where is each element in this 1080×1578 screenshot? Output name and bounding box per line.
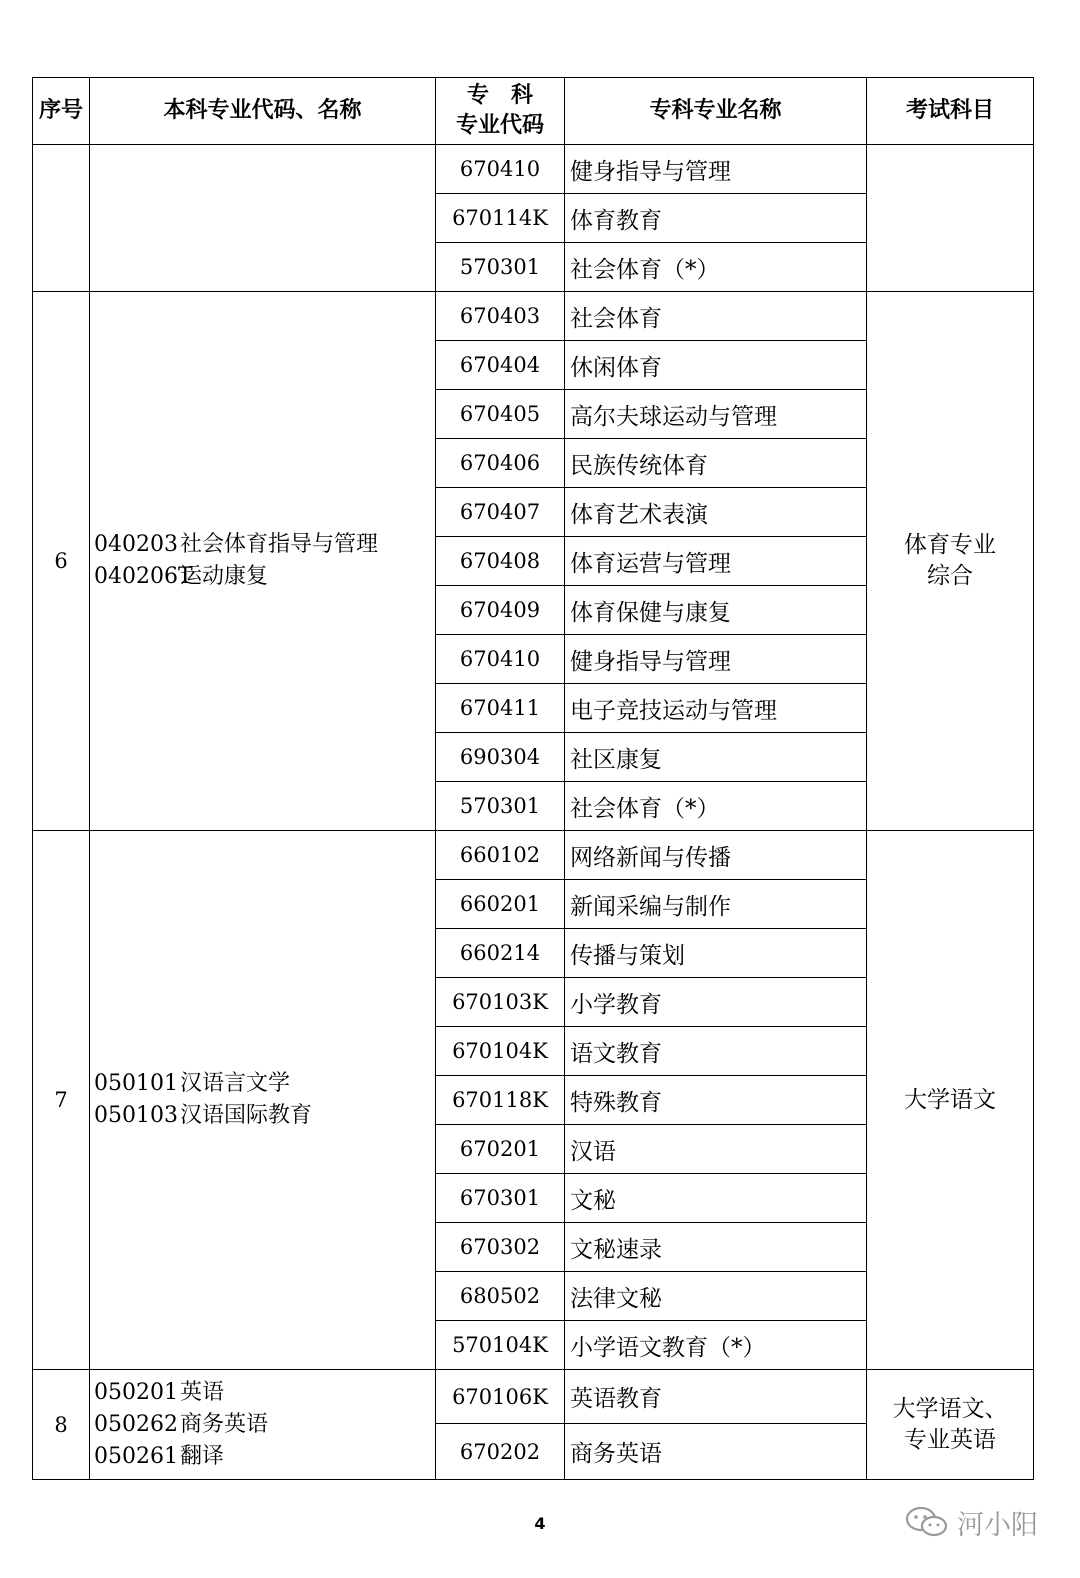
zhuanke-name-cell: 体育保健与康复: [565, 586, 867, 635]
zhuanke-code-cell: 670404: [436, 341, 565, 390]
zhuanke-code-cell: 670302: [436, 1223, 565, 1272]
zhuanke-code-cell: 670106K: [436, 1370, 565, 1424]
exam-subject-line: 专业英语: [904, 1426, 996, 1453]
table-body: [33, 145, 1034, 1480]
benke-major-name: 运动康复: [180, 564, 269, 589]
zhuanke-name-cell: 社会体育: [565, 292, 867, 341]
zhuanke-code-cell: 680502: [436, 1272, 565, 1321]
zhuanke-name-cell: 小学教育: [565, 978, 867, 1027]
zhuanke-code-cell: 670411: [436, 684, 565, 733]
zhuanke-name-cell: 社会体育（*）: [565, 782, 867, 831]
benke-major-name: 英语: [180, 1379, 225, 1405]
seq-cell: 6: [33, 292, 90, 831]
exam-subject-cell: [867, 1370, 1034, 1480]
table-row: [33, 831, 1034, 880]
zhuanke-name-cell: 社会体育（*）: [565, 243, 867, 292]
zhuanke-code-cell: 690304: [436, 733, 565, 782]
zhuanke-name-cell: 法律文秘: [565, 1272, 867, 1321]
benke-major-name: 商务英语: [180, 1411, 269, 1437]
zhuanke-code-cell: 670408: [436, 537, 565, 586]
benke-major-code: 040203: [94, 532, 178, 557]
benke-major: [94, 1100, 435, 1132]
zhuanke-code-cell: 670407: [436, 488, 565, 537]
header-exam: 考试科目: [867, 78, 1034, 145]
zhuanke-name-cell: 汉语: [565, 1125, 867, 1174]
zhuanke-name-cell: 商务英语: [565, 1424, 867, 1480]
wechat-icon: [905, 1506, 949, 1538]
header-seq: 序号: [33, 78, 90, 145]
benke-cell: [90, 831, 436, 1370]
seq-cell: 7: [33, 831, 90, 1370]
zhuanke-code-cell: 670103K: [436, 978, 565, 1027]
zhuanke-code-cell: 670403: [436, 292, 565, 341]
header-code-line2: 专业代码: [455, 113, 544, 138]
zhuanke-code-cell: 570301: [436, 243, 565, 292]
zhuanke-code-cell: 660102: [436, 831, 565, 880]
header-code: [436, 78, 565, 145]
zhuanke-name-cell: 高尔夫球运动与管理: [565, 390, 867, 439]
benke-major-code: 050261: [94, 1443, 178, 1469]
benke-major-name: 社会体育指导与管理: [180, 532, 379, 557]
table-row: [33, 292, 1034, 341]
zhuanke-name-cell: 健身指导与管理: [565, 145, 867, 194]
benke-cell: [90, 145, 436, 292]
zhuanke-name-cell: 休闲体育: [565, 341, 867, 390]
zhuanke-name-cell: 网络新闻与传播: [565, 831, 867, 880]
benke-major: [94, 1068, 435, 1100]
zhuanke-code-cell: 660201: [436, 880, 565, 929]
benke-major: [94, 1441, 435, 1473]
watermark-text: 河小阳: [957, 1509, 1038, 1541]
zhuanke-code-cell: 570104K: [436, 1321, 565, 1370]
zhuanke-name-cell: 体育教育: [565, 194, 867, 243]
zhuanke-name-cell: 新闻采编与制作: [565, 880, 867, 929]
zhuanke-name-cell: 传播与策划: [565, 929, 867, 978]
zhuanke-code-cell: 670410: [436, 145, 565, 194]
benke-major: [94, 561, 435, 593]
zhuanke-code-cell: 670104K: [436, 1027, 565, 1076]
table-row: [33, 1370, 1034, 1424]
benke-cell: [90, 292, 436, 831]
zhuanke-name-cell: 小学语文教育（*）: [565, 1321, 867, 1370]
table-row: [33, 145, 1034, 194]
zhuanke-name-cell: 电子竞技运动与管理: [565, 684, 867, 733]
benke-cell: [90, 1370, 436, 1480]
benke-major-code: 050262: [94, 1411, 178, 1437]
header-row: [33, 78, 1034, 145]
zhuanke-code-cell: 670409: [436, 586, 565, 635]
benke-major-code: 050201: [94, 1379, 178, 1405]
seq-cell: [33, 145, 90, 292]
exam-subject-cell: [867, 831, 1034, 1370]
zhuanke-code-cell: 670202: [436, 1424, 565, 1480]
exam-subject-line: 综合: [927, 563, 973, 589]
zhuanke-name-cell: 文秘速录: [565, 1223, 867, 1272]
zhuanke-code-cell: 670405: [436, 390, 565, 439]
zhuanke-code-cell: 660214: [436, 929, 565, 978]
zhuanke-code-cell: 670301: [436, 1174, 565, 1223]
benke-major: [94, 1409, 435, 1441]
header-benke: 本科专业代码、名称: [90, 78, 436, 145]
zhuanke-code-cell: 670118K: [436, 1076, 565, 1125]
benke-major-name: 汉语言文学: [180, 1071, 291, 1096]
benke-major-name: 翻译: [180, 1443, 225, 1469]
zhuanke-code-cell: 570301: [436, 782, 565, 831]
benke-major-code: 040206T: [94, 564, 193, 589]
seq-cell: 8: [33, 1370, 90, 1480]
zhuanke-name-cell: 健身指导与管理: [565, 635, 867, 684]
benke-major: [94, 1377, 435, 1409]
exam-subject-line: 体育专业: [904, 532, 996, 558]
zhuanke-name-cell: 特殊教育: [565, 1076, 867, 1125]
exam-subject-cell: [867, 145, 1034, 292]
page-number: 4: [534, 1514, 546, 1533]
header-code-line1: 专 科: [466, 83, 533, 108]
header-name: 专科专业名称: [565, 78, 867, 145]
benke-major-name: 汉语国际教育: [180, 1103, 313, 1128]
exam-subject-cell: [867, 292, 1034, 831]
zhuanke-name-cell: 语文教育: [565, 1027, 867, 1076]
major-exam-table: [32, 77, 1034, 1480]
exam-subject-line: 大学语文: [904, 1086, 996, 1113]
zhuanke-name-cell: 民族传统体育: [565, 439, 867, 488]
benke-major: [94, 529, 435, 561]
watermark: [905, 1502, 1038, 1542]
zhuanke-code-cell: 670406: [436, 439, 565, 488]
benke-major-code: 050101: [94, 1071, 178, 1096]
zhuanke-name-cell: 体育艺术表演: [565, 488, 867, 537]
zhuanke-name-cell: 社区康复: [565, 733, 867, 782]
zhuanke-code-cell: 670410: [436, 635, 565, 684]
zhuanke-name-cell: 文秘: [565, 1174, 867, 1223]
zhuanke-code-cell: 670201: [436, 1125, 565, 1174]
zhuanke-name-cell: 英语教育: [565, 1370, 867, 1424]
benke-major-code: 050103: [94, 1103, 178, 1128]
exam-subject-line: 大学语文、: [892, 1395, 1008, 1422]
zhuanke-code-cell: 670114K: [436, 194, 565, 243]
zhuanke-name-cell: 体育运营与管理: [565, 537, 867, 586]
